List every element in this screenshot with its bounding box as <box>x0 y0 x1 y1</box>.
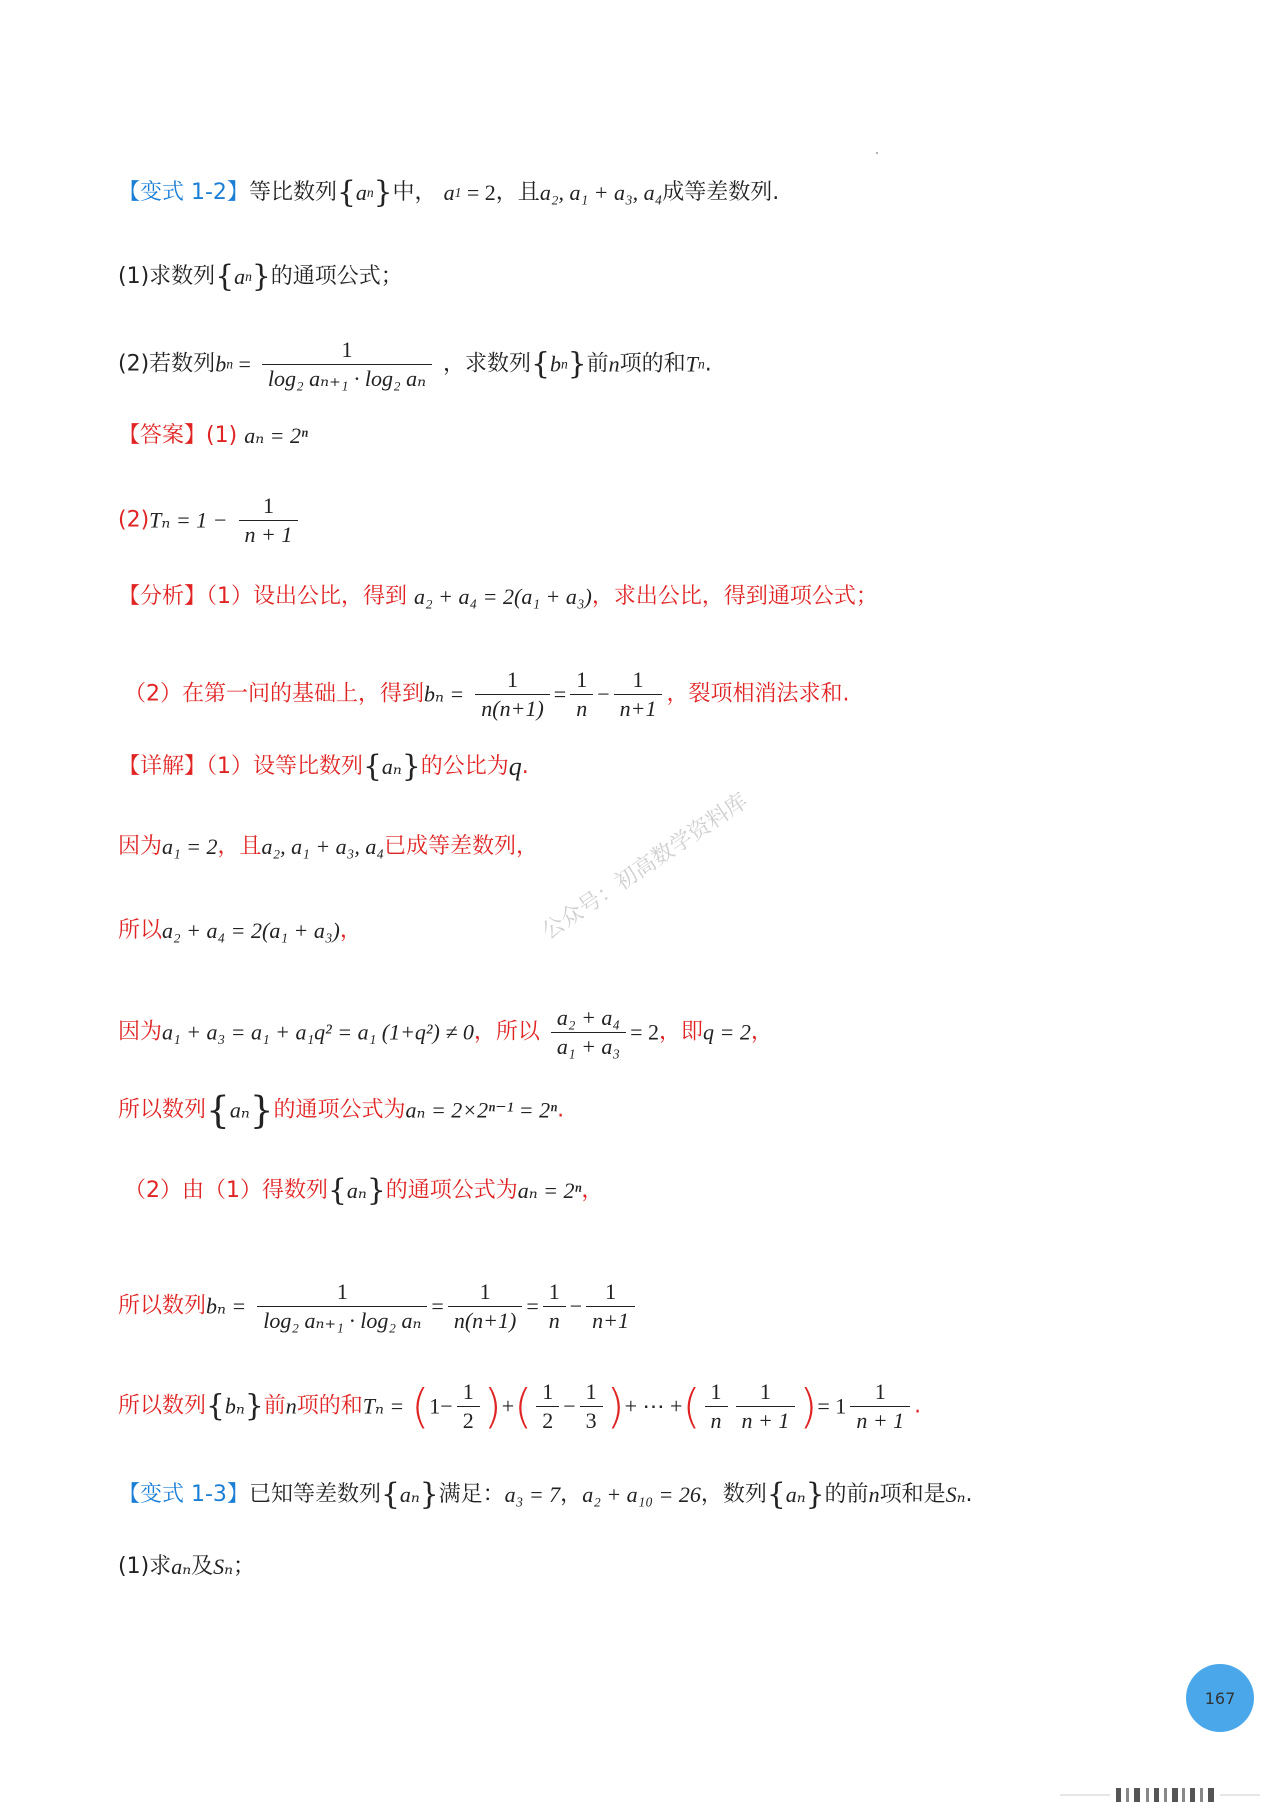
fraction: $\frac{1}{n}$ <box>705 1380 728 1433</box>
detail-line-7: 所以数列bₙ = $\frac{1}{\text{log₂ aₙ₊₁ · log₂ aₙ}}$ = $\frac{1}{n(n+1)}$ = $\frac{1}{n}$ − $\frac{1}{n+1}$ <box>118 1280 639 1333</box>
detail-line-5: 所以数列{aₙ}的通项公式为aₙ = 2×2ⁿ⁻¹ = 2ⁿ. <box>118 1088 565 1132</box>
detail-tag: 【详解】 <box>118 753 207 779</box>
page-number-badge <box>1186 1664 1254 1732</box>
speck <box>876 152 878 154</box>
fraction: $\frac{1}{n(n+1)}$ <box>448 1280 523 1333</box>
detail-line-1: 【详解】（1）设等比数列{aₙ}的公比为q. <box>118 749 529 784</box>
fraction: $\frac{1}{2}$ <box>457 1380 480 1433</box>
fraction: $\frac{1}{3}$ <box>580 1380 603 1433</box>
detail-line-8: 所以数列{bₙ}前n项的和Tₙ = (1− $\frac{1}{2}$ )+( $\frac{1}{2}$ − $\frac{1}{3}$ )+ ⋯ +( $\frac{1}{n}$ $\frac{1}{n + 1}$ )= 1 $\frac{1}{n + 1}$ . <box>118 1379 922 1434</box>
detail-line-4: 因为a₁ + a₃ = a₁ + a₁q² = a₁ (1+q²) ≠ 0，所以 $\frac{\text{a₂ + a₄}}{\text{a₁ + a₃}}$ = 2，即q = 2， <box>118 1005 773 1059</box>
detail-line-6: （2）由（1）得数列{aₙ}的通项公式为aₙ = 2ⁿ， <box>124 1173 604 1208</box>
question-2: (2)若数列bn = $\frac{1}{\text{log₂ aₙ₊₁ · log₂ aₙ}}$ ，求数列{bn}前n项的和Tn. <box>118 337 712 391</box>
analysis-line-1: 【分析】（1）设出公比，得到 a₂ + a₄ = 2(a₁ + a₃)，求出公比，得到通项公式； <box>118 584 878 609</box>
fraction: $\frac{1}{n+1}$ <box>614 668 663 721</box>
scan-bar-icon <box>1060 1788 1260 1802</box>
question-1: (1)求数列{an}的通项公式； <box>118 259 403 294</box>
detail-line-3: 所以a₂ + a₄ = 2(a₁ + a₃)， <box>118 918 362 943</box>
fraction: $\frac{1}{n+1}$ <box>586 1280 635 1333</box>
fraction: $\frac{1}{n(n+1)}$ <box>475 668 550 721</box>
analysis-line-2: （2）在第一问的基础上，得到bₙ = $\frac{1}{n(n+1)}$ = $\frac{1}{n}$ − $\frac{1}{n+1}$ ，裂项相消法求和. <box>124 667 850 721</box>
analysis-tag: 【分析】 <box>118 584 207 609</box>
fraction: $\frac{1}{2}$ <box>536 1380 559 1433</box>
detail-line-2: 因为a₁ = 2，且a₂, a₁ + a₃, a₄已成等差数列， <box>118 834 538 859</box>
fraction: $\frac{\text{a₂ + a₄}}{\text{a₁ + a₃}}$ <box>551 1006 626 1059</box>
variant-1-3-statement: 【变式 1-3】已知等差数列{aₙ}满足：a₃ = 7，a₂ + a₁₀ = 26，数列{aₙ}的前n项和是Sₙ. <box>118 1477 973 1512</box>
answer-line-2: (2)Tₙ = 1 − $\frac{1}{n + 1}$ <box>118 494 302 547</box>
answer-line-1: 【答案】(1) aₙ = 2ⁿ <box>118 423 308 448</box>
fraction: $\frac{1}{n + 1}$ <box>239 494 299 547</box>
fraction: $\frac{1}{\text{log₂ aₙ₊₁ · log₂ aₙ}}$ <box>262 338 432 391</box>
variant-1-3-question-1: (1)求aₙ及Sₙ； <box>118 1554 256 1579</box>
fraction: $\frac{1}{n + 1}$ <box>850 1380 910 1433</box>
fraction: $\frac{1}{\text{log₂ aₙ₊₁ · log₂ aₙ}}$ <box>257 1280 427 1333</box>
watermark: 公众号：初高数学资料库 <box>537 788 753 945</box>
variant-tag: 【变式 1-3】 <box>118 1481 249 1507</box>
answer-tag: 【答案】 <box>118 423 207 448</box>
fraction: $\frac{1}{n + 1}$ <box>736 1380 796 1433</box>
page-number: 167 <box>1204 1688 1236 1708</box>
fraction: $\frac{1}{n}$ <box>543 1280 566 1333</box>
fraction: $\frac{1}{n}$ <box>570 668 593 721</box>
variant-tag: 【变式 1-2】 <box>118 179 249 205</box>
variant-1-2-statement: 【变式 1-2】等比数列{an}中， a1 = 2，且a₂, a₁ + a₃, a₄成等差数列. <box>118 175 780 210</box>
